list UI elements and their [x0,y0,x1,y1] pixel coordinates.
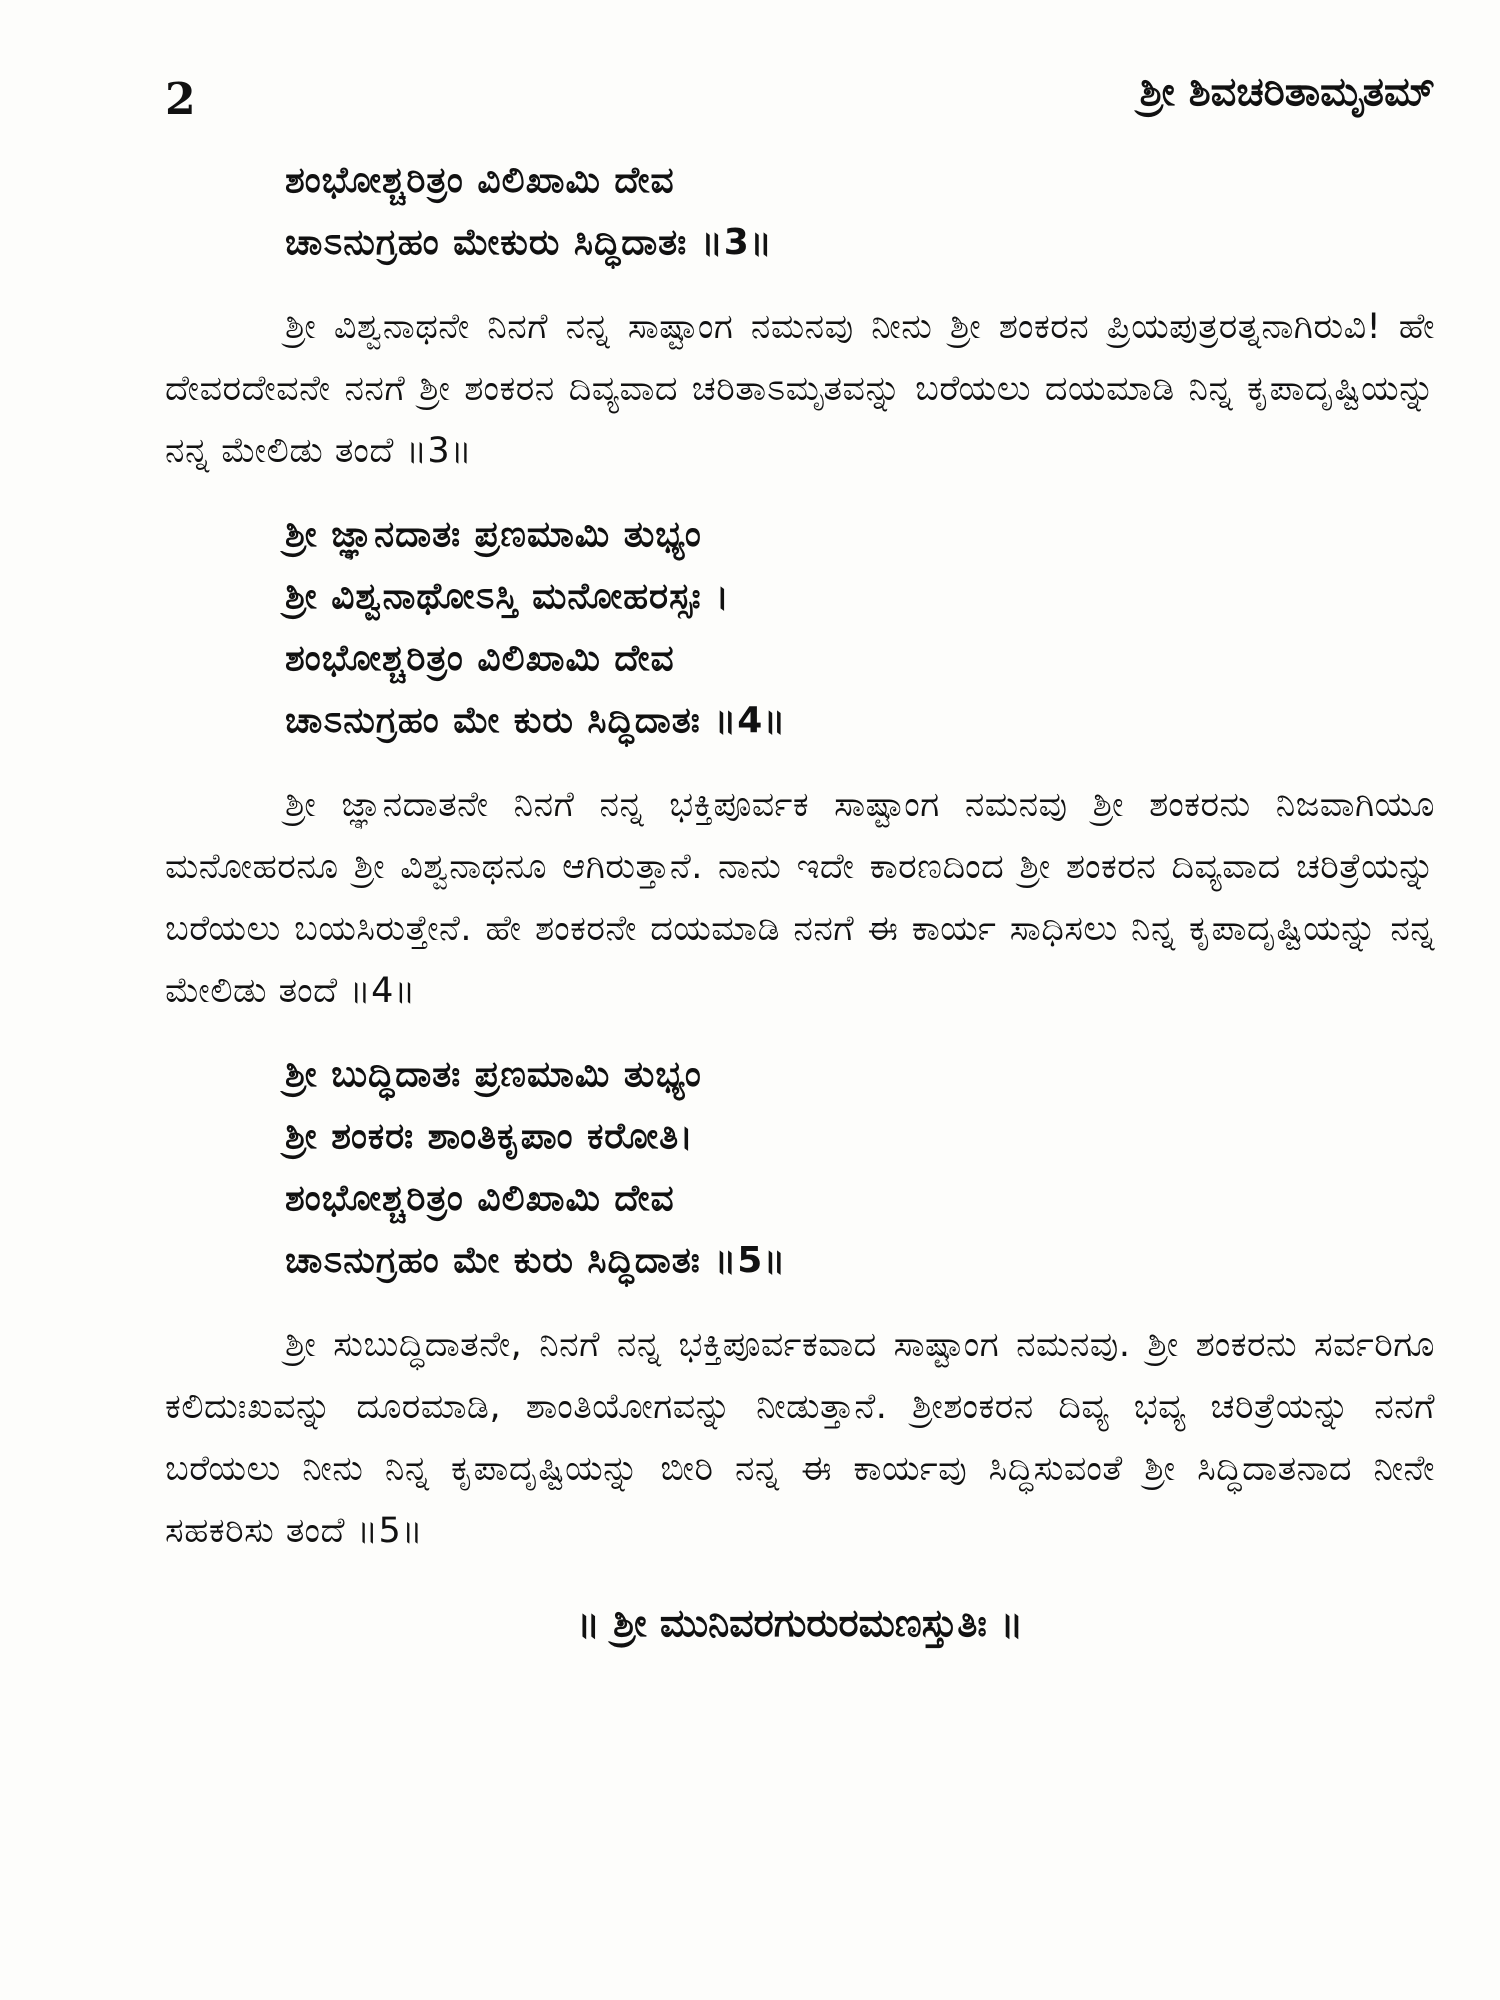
page-header [165,62,1435,142]
verse-line: ಶ್ರೀ ಬುದ್ಧಿದಾತಃ ಪ್ರಣಮಾಮಿ ತುಭ್ಯಂ [285,1054,702,1095]
verse-line: ಚಾಽನುಗ್ರಹಂ ಮೇ ಕುರು ಸಿದ್ಧಿದಾತಃ ॥5॥ [285,1240,787,1281]
running-title: ಶ್ರೀ ಶಿವಚರಿತಾಮೃತಮ್ [1139,69,1435,115]
page-body [165,150,1435,1654]
commentary-4: ಶ್ರೀ ಜ್ಞಾನದಾತನೇ ನಿನಗೆ ನನ್ನ ಭಕ್ತಿಪೂರ್ವಕ ಸಾಷ್ಟಾಂಗ ನಮನವು ಶ್ರೀ ಶಂಕರನು ನಿಜವಾಗಿಯೂ ಮನೋಹರನೂ ಶ್ರೀ ವಿಶ್ವನಾಥನೂ ಆಗಿರುತ್ತಾನೆ. ನಾನು ಇದೇ ಕಾರಣದಿಂದ ಶ್ರೀ ಶಂಕರನ ದಿವ್ಯವಾದ ಚರಿತ್ರೆಯನ್ನು ಬರೆಯಲು ಬಯಸಿರುತ್ತೇನೆ. ಹೇ ಶಂಕರನೇ ದಯಮಾಡಿ ನನಗೆ ಈ ಕಾರ್ಯ ಸಾಧಿಸಲು ನಿನ್ನ ಕೃಪಾದೃಷ್ಟಿಯನ್ನು ನನ್ನ ಮೇಲಿಡು ತಂದೆ ॥4॥ [165,785,1435,1011]
verse-line: ಶಂಭೋಶ್ಚರಿತ್ರಂ ವಿಲಿಖಾಮಿ ದೇವ [285,1178,675,1219]
verse-4 [285,504,1435,752]
verse-line: ಶಂಭೋಶ್ಚರಿತ್ರಂ ವಿಲಿಖಾಮಿ ದೇವ [285,160,675,201]
verse-line: ಚಾಽನುಗ್ರಹಂ ಮೇಕುರು ಸಿದ್ಧಿದಾತಃ ॥3॥ [285,222,773,263]
page-number: 2 [165,74,196,125]
section-heading: ॥ ಶ್ರೀ ಮುನಿವರಗುರುರಮಣಸ್ತುತಿಃ ॥ [576,1601,1024,1645]
verse-line: ಶ್ರೀ ಶಂಕರಃ ಶಾಂತಿಕೃಪಾಂ ಕರೋತಿ। [285,1116,694,1157]
verse-line: ಶ್ರೀ ಜ್ಞಾನದಾತಃ ಪ್ರಣಮಾಮಿ ತುಭ್ಯಂ [285,514,702,555]
verse-line: ಚಾಽನುಗ್ರಹಂ ಮೇ ಕುರು ಸಿದ್ಧಿದಾತಃ ॥4॥ [285,700,787,741]
verse-line: ಶ್ರೀ ವಿಶ್ವನಾಥೋಽಸ್ತಿ ಮನೋಹರಸ್ಸಃ । [285,576,730,617]
verse-line: ಶಂಭೋಶ್ಚರಿತ್ರಂ ವಿಲಿಖಾಮಿ ದೇವ [285,638,675,679]
commentary-5: ಶ್ರೀ ಸುಬುದ್ಧಿದಾತನೇ, ನಿನಗೆ ನನ್ನ ಭಕ್ತಿಪೂರ್ವಕವಾದ ಸಾಷ್ಟಾಂಗ ನಮನವು. ಶ್ರೀ ಶಂಕರನು ಸರ್ವರಿಗೂ ಕಲಿದುಃಖವನ್ನು ದೂರಮಾಡಿ, ಶಾಂತಿಯೋಗವನ್ನು ನೀಡುತ್ತಾನೆ. ಶ್ರೀಶಂಕರನ ದಿವ್ಯ ಭವ್ಯ ಚರಿತ್ರೆಯನ್ನು ನನಗೆ ಬರೆಯಲು ನೀನು ನಿನ್ನ ಕೃಪಾದೃಷ್ಟಿಯನ್ನು ಬೀರಿ ನನ್ನ ಈ ಕಾರ್ಯವು ಸಿದ್ಧಿಸುವಂತೆ ಶ್ರೀ ಸಿದ್ಧಿದಾತನಾದ ನೀನೇ ಸಹಕರಿಸು ತಂದೆ ॥5॥ [165,1325,1435,1551]
verse-5 [285,1044,1435,1292]
verse-3 [285,150,1435,274]
commentary-3: ಶ್ರೀ ವಿಶ್ವನಾಥನೇ ನಿನಗೆ ನನ್ನ ಸಾಷ್ಟಾಂಗ ನಮನವು ನೀನು ಶ್ರೀ ಶಂಕರನ ಪ್ರಿಯಪುತ್ರರತ್ನನಾಗಿರುವಿ! ಹೇ ದೇವರದೇವನೇ ನನಗೆ ಶ್ರೀ ಶಂಕರನ ದಿವ್ಯವಾದ ಚರಿತಾಽಮೃತವನ್ನು ಬರೆಯಲು ದಯಮಾಡಿ ನಿನ್ನ ಕೃಪಾದೃಷ್ಟಿಯನ್ನು ನನ್ನ ಮೇಲಿಡು ತಂದೆ ॥3॥ [165,307,1435,471]
